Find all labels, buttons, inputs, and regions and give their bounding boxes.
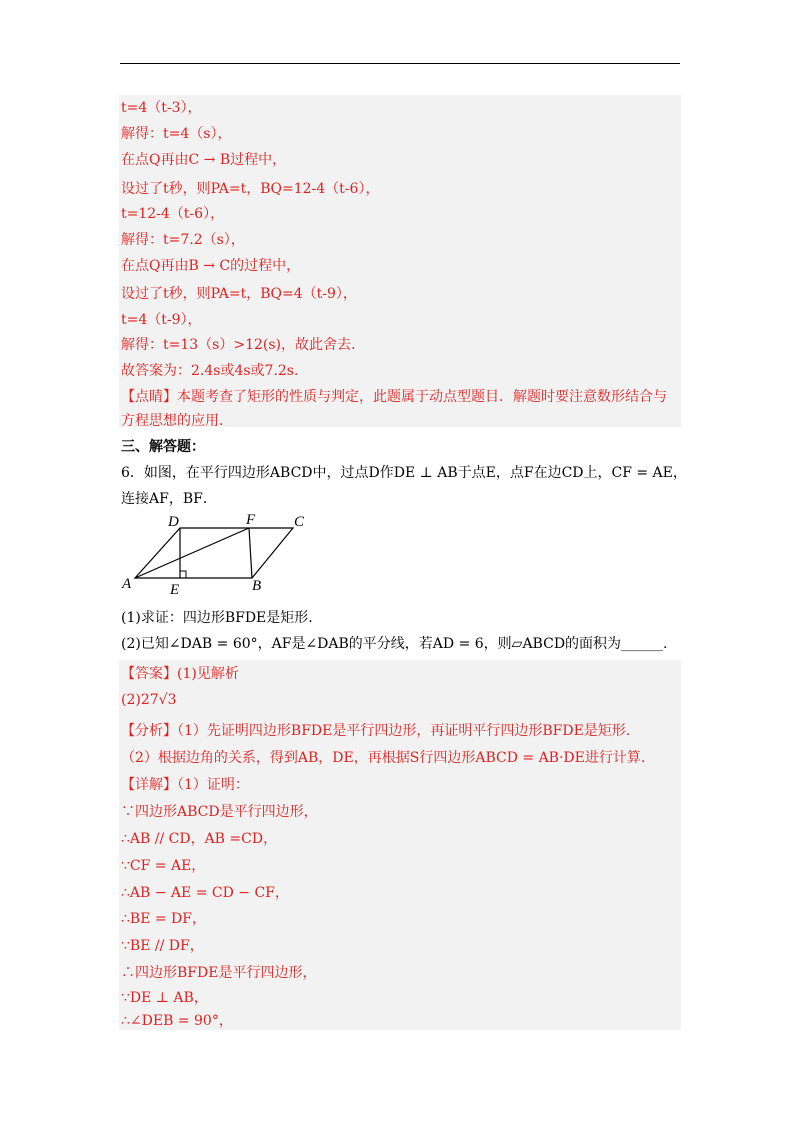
question-6-stem-cont: 连接AF，BF． (121, 491, 217, 507)
header-rule (120, 63, 680, 64)
label-E: E (170, 582, 180, 598)
question-6-part-1: (1)求证：四边形BFDE是矩形. (121, 610, 313, 626)
solution-line: 在点Q再由B → C的过程中， (121, 258, 301, 274)
solution-line: 设过了t秒，则PA=t，BQ=4（t-9）， (121, 286, 357, 302)
solution-line: 解得：t=7.2（s）， (121, 232, 245, 248)
solution-line: 在点Q再由C → B过程中， (121, 152, 287, 168)
analysis-line: （2）根据边角的关系，得到AB，DE，再根据S行四边形ABCD = AB·DE进行计算. (121, 750, 646, 766)
label-A: A (122, 576, 132, 592)
question-6-stem: 6．如图，在平行四边形ABCD中，过点D作DE ⊥ AB于点E，点F在边CD上，CF = AE， (121, 465, 687, 481)
solution-line: t=12-4（t-6）， (121, 206, 225, 222)
solution-line: t=4（t-9）， (121, 312, 202, 328)
detail-line: ∴四边形BFDE是平行四边形， (121, 965, 317, 981)
solution-line: 设过了t秒，则PA=t，BQ=12-4（t-6）， (121, 181, 380, 197)
detail-line: ∵DE ⊥ AB， (121, 990, 208, 1006)
solution-line: 解得：t=4（s）， (121, 126, 232, 142)
solution-line: 解得：t=13（s）>12(s)，故此舍去. (121, 337, 356, 353)
section-title: 三、解答题： (121, 439, 205, 455)
solution-line: 故答案为：2.4s或4s或7.2s. (121, 363, 299, 379)
analysis-line: 【分析】（1）先证明四边形BFDE是平行四边形，再证明平行四边形BFDE是矩形. (121, 723, 631, 739)
detail-line: ∵BE // DF， (121, 938, 204, 954)
parallelogram-figure (118, 510, 318, 600)
detail-line: ∵CF = AE， (121, 858, 206, 874)
answer-line: (2)27√3 (121, 692, 177, 708)
solution-line: t=4（t-3）， (121, 100, 202, 116)
detail-line: ∴∠DEB = 90°， (121, 1013, 233, 1029)
detail-line: ∵四边形ABCD是平行四边形， (121, 804, 318, 820)
label-B: B (252, 578, 262, 594)
question-6-part-2: (2)已知∠DAB = 60°，AF是∠DAB的平分线，若AD = 6，则▱ABCD的面积为______. (121, 636, 668, 652)
label-D: D (168, 514, 179, 530)
answer-line: 【答案】(1)见解析 (121, 666, 239, 682)
comment-note: 【点睛】本题考查了矩形的性质与判定，此题属于动点型题目．解题时要注意数形结合与方程思想的应用． (121, 389, 667, 429)
label-C: C (294, 514, 305, 530)
detail-line: 【详解】（1）证明： (121, 777, 249, 793)
label-F: F (246, 512, 256, 528)
detail-line: ∴AB // CD，AB =CD， (121, 831, 278, 847)
detail-line: ∴BE = DF， (121, 911, 206, 927)
detail-line: ∴AB − AE = CD − CF， (121, 885, 289, 901)
